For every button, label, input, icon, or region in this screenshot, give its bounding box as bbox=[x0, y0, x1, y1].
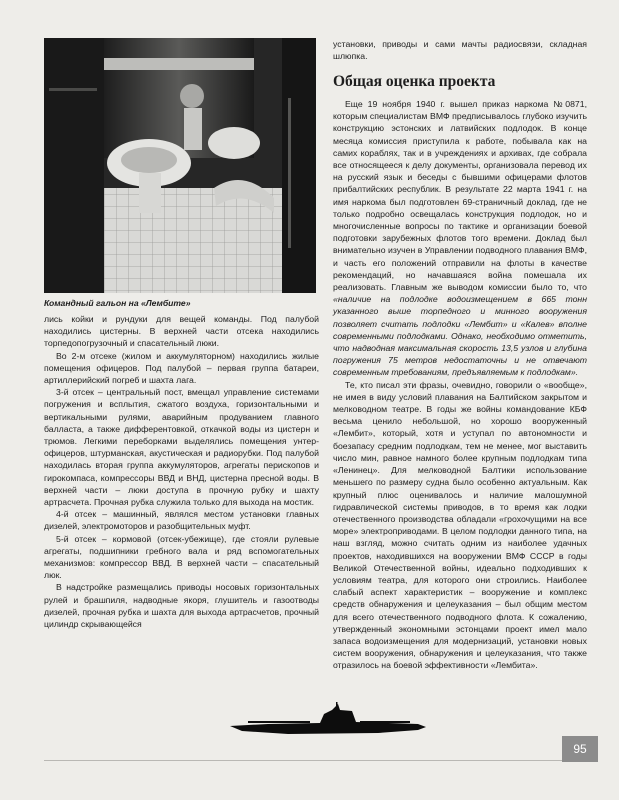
right-paragraph-text: Еще 19 ноября 1940 г. вышел приказ наркома №0871, которым специалистам ВМФ предписывалось глубоко изучить конструкцию эстонских и латвийских подлодок. В конце месяца комиссия приступила к работе, побывала как на самих кораблях, так и в учреждениях и архивах, где собрала все относящееся к делу документы, организовала перевод их на русский язык и беседы с бывшими офицерами флотов прибалтийских республик. В результате 22 марта 1941 г. на имя наркома был подготовлен 69-страничный доклад, где не только подробно освещалась конструкция подлодок, но и многочисленные вопросы по тактике и организации боевой подготовки зарубежных флотов того времени. Доклад был внимательно изучен в Управлении подводного плавания ВМФ, и часть его положений отправили на флоты в качестве рекомендаций, но начавшаяся война помешала их реализовать. Главным же выводом комиссии было то, что bbox=[333, 99, 587, 293]
left-paragraph: 5-й отсек – кормовой (отсек-убежище), где стояли рулевые агрегаты, подшипники гребного вала и ряд вспомогательных механизмов: компрессор ВВД. В верхней части – спасательный люк. bbox=[44, 533, 319, 581]
right-paragraph bbox=[333, 98, 587, 379]
continuation-text: установки, приводы и сами мачты радиосвязи, складная шлюпка. bbox=[333, 39, 587, 62]
left-paragraph: лись койки и рундуки для вещей команды. Под палубой находились цистерны. В верхней части отсека находились торпедопогрузочный и спасательный люки. bbox=[44, 314, 319, 349]
right-paragraph: Те, кто писал эти фразы, очевидно, говорили о «вообще», не имея в виду условий плавания на Балтийском закрытом и мелководном театре. В годы же войны командование КБФ весьма ценило небольшой, но хорошо вооруженный «Лембит», который, хотя и уступал по автономности и боезапасу средним подлодкам, тем не менее, мог выставить число мин, равное намного более крупным подлодкам типа «Ленинец». Для мелководной Балтики использование меньшего по размеру судна было особенно актуальным. Как крупный плюс оценивалось и наличие малошумной гидравлической системы приводов, в то время как лодки отечественного производства обладали «грохочущими на все море» электроприводами. В целом подлодки данного типа, на наш взгляд, можно считать одним из наиболее удачных проектов, находившихся на вооружении ВМФ СССР в годы Великой Отечественной войны, идеально подходивших к условиям театра, для которого они строились. Наиболее слабый аспект характеристик – вооружение и комплекс средств обнаружения и целеуказания – был общим местом для всего отечественного подводного флота. К сожалению, утвержденный экономными эстонцами проект имел мало запаса водоизмещения для модернизаций, установки новых систем вооружения, обнаружения и целеуказания, что также отразилось на боевой эффективности «Лембита». bbox=[333, 379, 587, 671]
left-paragraph: 3-й отсек – центральный пост, вмещал управление системами погружения и всплытия, сжатого воздуха, горизонтальными и вертикальными рулями, аварийным продуванием главного балласта, а также дифферентовкой, откачкой воды из цистерн и трюмов. Легкими переборками выделялись помещения унтер-офицеров, штурманская, акустическая и радиорубки. Под палубой находилась вторая группа аккумуляторов, агрегаты перископов и гирокомпаса, компрессоры ВВД и ВНД, цистерна пресной воды. В верхней части – люки доступа в прочную рубку и шахту артрасчета. Прочная рубка служила только для выхода на мостик. bbox=[44, 387, 319, 508]
right-column-continuation bbox=[333, 38, 587, 62]
toilet-photo bbox=[44, 38, 316, 293]
photo-caption: Командный гальон на «Лембите» bbox=[44, 298, 191, 308]
submarine-silhouette-icon bbox=[228, 702, 428, 742]
left-paragraph: В надстройке размещались приводы носовых горизонтальных рулей и брашпиля, надводные якоря, глушитель и газоотводы дизелей, прочная рубка и шахта для выхода артрасчетов, прочный цилиндр скрывающейся bbox=[44, 582, 319, 630]
left-column bbox=[44, 313, 319, 630]
page-number: 95 bbox=[562, 736, 598, 762]
section-heading: Общая оценка проекта bbox=[333, 73, 496, 90]
right-column bbox=[333, 98, 587, 672]
left-paragraph: 4-й отсек – машинный, являлся местом установки главных дизелей, электромоторов и разобщительных муфт. bbox=[44, 509, 319, 532]
photo-image bbox=[44, 38, 316, 293]
footer-rule bbox=[44, 760, 562, 761]
report-quote: «наличие на подлодке водоизмещением в 665 тонн указанного выше торпедного и минного вооружения позволяет считать подлодки «Лембит» и «Калев» вполне современными подлодками. Однако, необходимо отметить, что надводная максимальная скорость 13,5 узлов и глубина погружения 75 метров недостаточны и не отвечают современным требованиям, предъявляемым к подлодкам». bbox=[333, 294, 587, 378]
left-paragraph: Во 2-м отсеке (жилом и аккумуляторном) находились жилые помещения офицеров. Под палубой – первая группа батареи, артиллерийский погреб и шахта лага. bbox=[44, 350, 319, 386]
